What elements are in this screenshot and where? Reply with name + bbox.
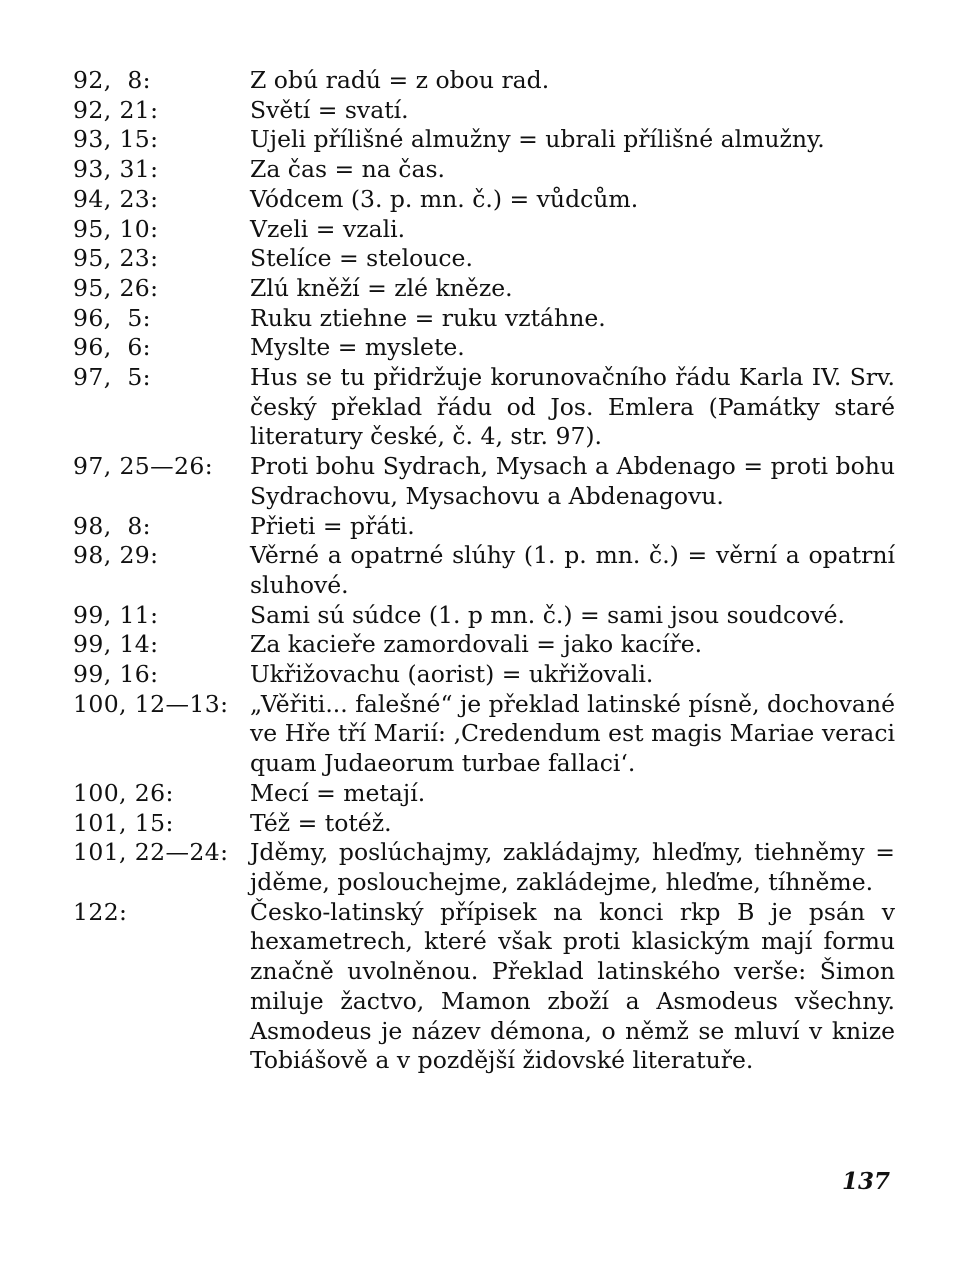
entry-gloss: Za kacieře zamordovali = jako kacíře. bbox=[250, 630, 703, 659]
entry-gloss: Ruku ztiehne = ruku vztáhne. bbox=[250, 303, 606, 332]
entry-reference: 93, 15: bbox=[73, 125, 159, 154]
glossary-entry bbox=[73, 333, 895, 363]
entry-reference: 97, 25—26: bbox=[73, 452, 214, 481]
entry-gloss: Světí = svatí. bbox=[250, 95, 409, 124]
glossary-entry bbox=[73, 363, 895, 452]
glossary-entry bbox=[73, 155, 895, 185]
glossary-entry bbox=[73, 512, 895, 542]
entry-reference: 100, 26: bbox=[73, 778, 174, 807]
entry-gloss: Ujeli přílišné almužny = ubrali přílišné almužny. bbox=[250, 125, 825, 154]
entry-reference: 98, 29: bbox=[73, 541, 159, 570]
entry-reference: 99, 11: bbox=[73, 600, 159, 629]
entry-gloss: Jděmy, poslúchajmy, zakládajmy, hleďmy, tiehněmy = jděme, poslouchejme, zakládejme, hleďme, tíhněme. bbox=[250, 838, 895, 896]
glossary-entry bbox=[73, 809, 895, 839]
glossary-entry bbox=[73, 601, 895, 631]
entry-gloss: Za čas = na čas. bbox=[250, 155, 445, 184]
glossary-entry bbox=[73, 660, 895, 690]
glossary-entry bbox=[73, 125, 895, 155]
entry-reference: 98, 8: bbox=[73, 511, 151, 540]
glossary-entry bbox=[73, 630, 895, 660]
entry-reference: 96, 5: bbox=[73, 303, 151, 332]
glossary-entry bbox=[73, 185, 895, 215]
entry-gloss: Stelíce = stelouce. bbox=[250, 244, 473, 273]
entry-reference: 95, 10: bbox=[73, 214, 159, 243]
glossary-entry bbox=[73, 66, 895, 96]
entry-reference: 101, 15: bbox=[73, 808, 174, 837]
entry-reference: 122: bbox=[73, 897, 128, 926]
entry-reference: 95, 23: bbox=[73, 244, 159, 273]
entry-reference: 95, 26: bbox=[73, 273, 159, 302]
entry-reference: 97, 5: bbox=[73, 363, 151, 392]
glossary-entry bbox=[73, 215, 895, 245]
entry-reference: 94, 23: bbox=[73, 184, 159, 213]
entry-gloss: Myslte = myslete. bbox=[250, 333, 465, 362]
entry-reference: 93, 31: bbox=[73, 155, 159, 184]
entry-gloss: Přieti = přáti. bbox=[250, 511, 415, 540]
entry-gloss: „Věřiti... falešné“ je překlad latinské písně, dochované ve Hře tří Marií: ‚Credendum est magis Mariae veraci quam Judaeorum turbae fallaci‘. bbox=[250, 689, 895, 778]
glossary-entry bbox=[73, 96, 895, 126]
glossary-entry bbox=[73, 541, 895, 600]
entry-reference: 96, 6: bbox=[73, 333, 151, 362]
glossary-entry bbox=[73, 304, 895, 334]
glossary-entry bbox=[73, 898, 895, 1076]
entry-gloss: Ukřižovachu (aorist) = ukřižovali. bbox=[250, 660, 654, 689]
entry-gloss: Mecí = metají. bbox=[250, 778, 426, 807]
glossary-list bbox=[73, 66, 895, 1076]
glossary-entry bbox=[73, 244, 895, 274]
entry-reference: 99, 14: bbox=[73, 630, 159, 659]
entry-gloss: Věrné a opatrné slúhy (1. p. mn. č.) = věrní a opatrní sluhové. bbox=[250, 541, 895, 599]
page-number: 137 bbox=[841, 1168, 890, 1195]
entry-gloss: Též = totéž. bbox=[250, 808, 392, 837]
entry-gloss: Sami sú súdce (1. p mn. č.) = sami jsou soudcové. bbox=[250, 600, 845, 629]
glossary-entry bbox=[73, 690, 895, 779]
entry-reference: 100, 12—13: bbox=[73, 689, 229, 718]
entry-reference: 92, 8: bbox=[73, 66, 151, 94]
entry-gloss: Vzeli = vzali. bbox=[250, 214, 406, 243]
entry-reference: 99, 16: bbox=[73, 660, 159, 689]
entry-gloss: Z obú radú = z obou rad. bbox=[250, 66, 550, 94]
glossary-entry bbox=[73, 779, 895, 809]
entry-reference: 101, 22—24: bbox=[73, 838, 229, 867]
glossary-entry bbox=[73, 838, 895, 897]
entry-gloss: Česko-latinský přípisek na konci rkp B je psán v hexametrech, které však proti klasickým mají formu značně uvolněnou. Překlad latinského verše: Šimon miluje žactvo, Mamon zboží a Asmodeus všechny. Asmodeus je název démona, o němž se mluví v knize Tobiášově a v pozdější židovské literatuře. bbox=[250, 897, 895, 1075]
entry-reference: 92, 21: bbox=[73, 95, 159, 124]
entry-gloss: Proti bohu Sydrach, Mysach a Abdenago = proti bohu Sydrachovu, Mysachovu a Abdenagovu. bbox=[250, 452, 895, 510]
entry-gloss: Vódcem (3. p. mn. č.) = vůdcům. bbox=[250, 184, 639, 213]
entry-gloss: Zlú kněží = zlé kněze. bbox=[250, 273, 513, 302]
glossary-entry bbox=[73, 274, 895, 304]
entry-gloss: Hus se tu přidržuje korunovačního řádu Karla IV. Srv. český překlad řádu od Jos. Emlera (Památky staré literatury české, č. 4, str. 97). bbox=[250, 363, 895, 451]
glossary-entry bbox=[73, 452, 895, 511]
